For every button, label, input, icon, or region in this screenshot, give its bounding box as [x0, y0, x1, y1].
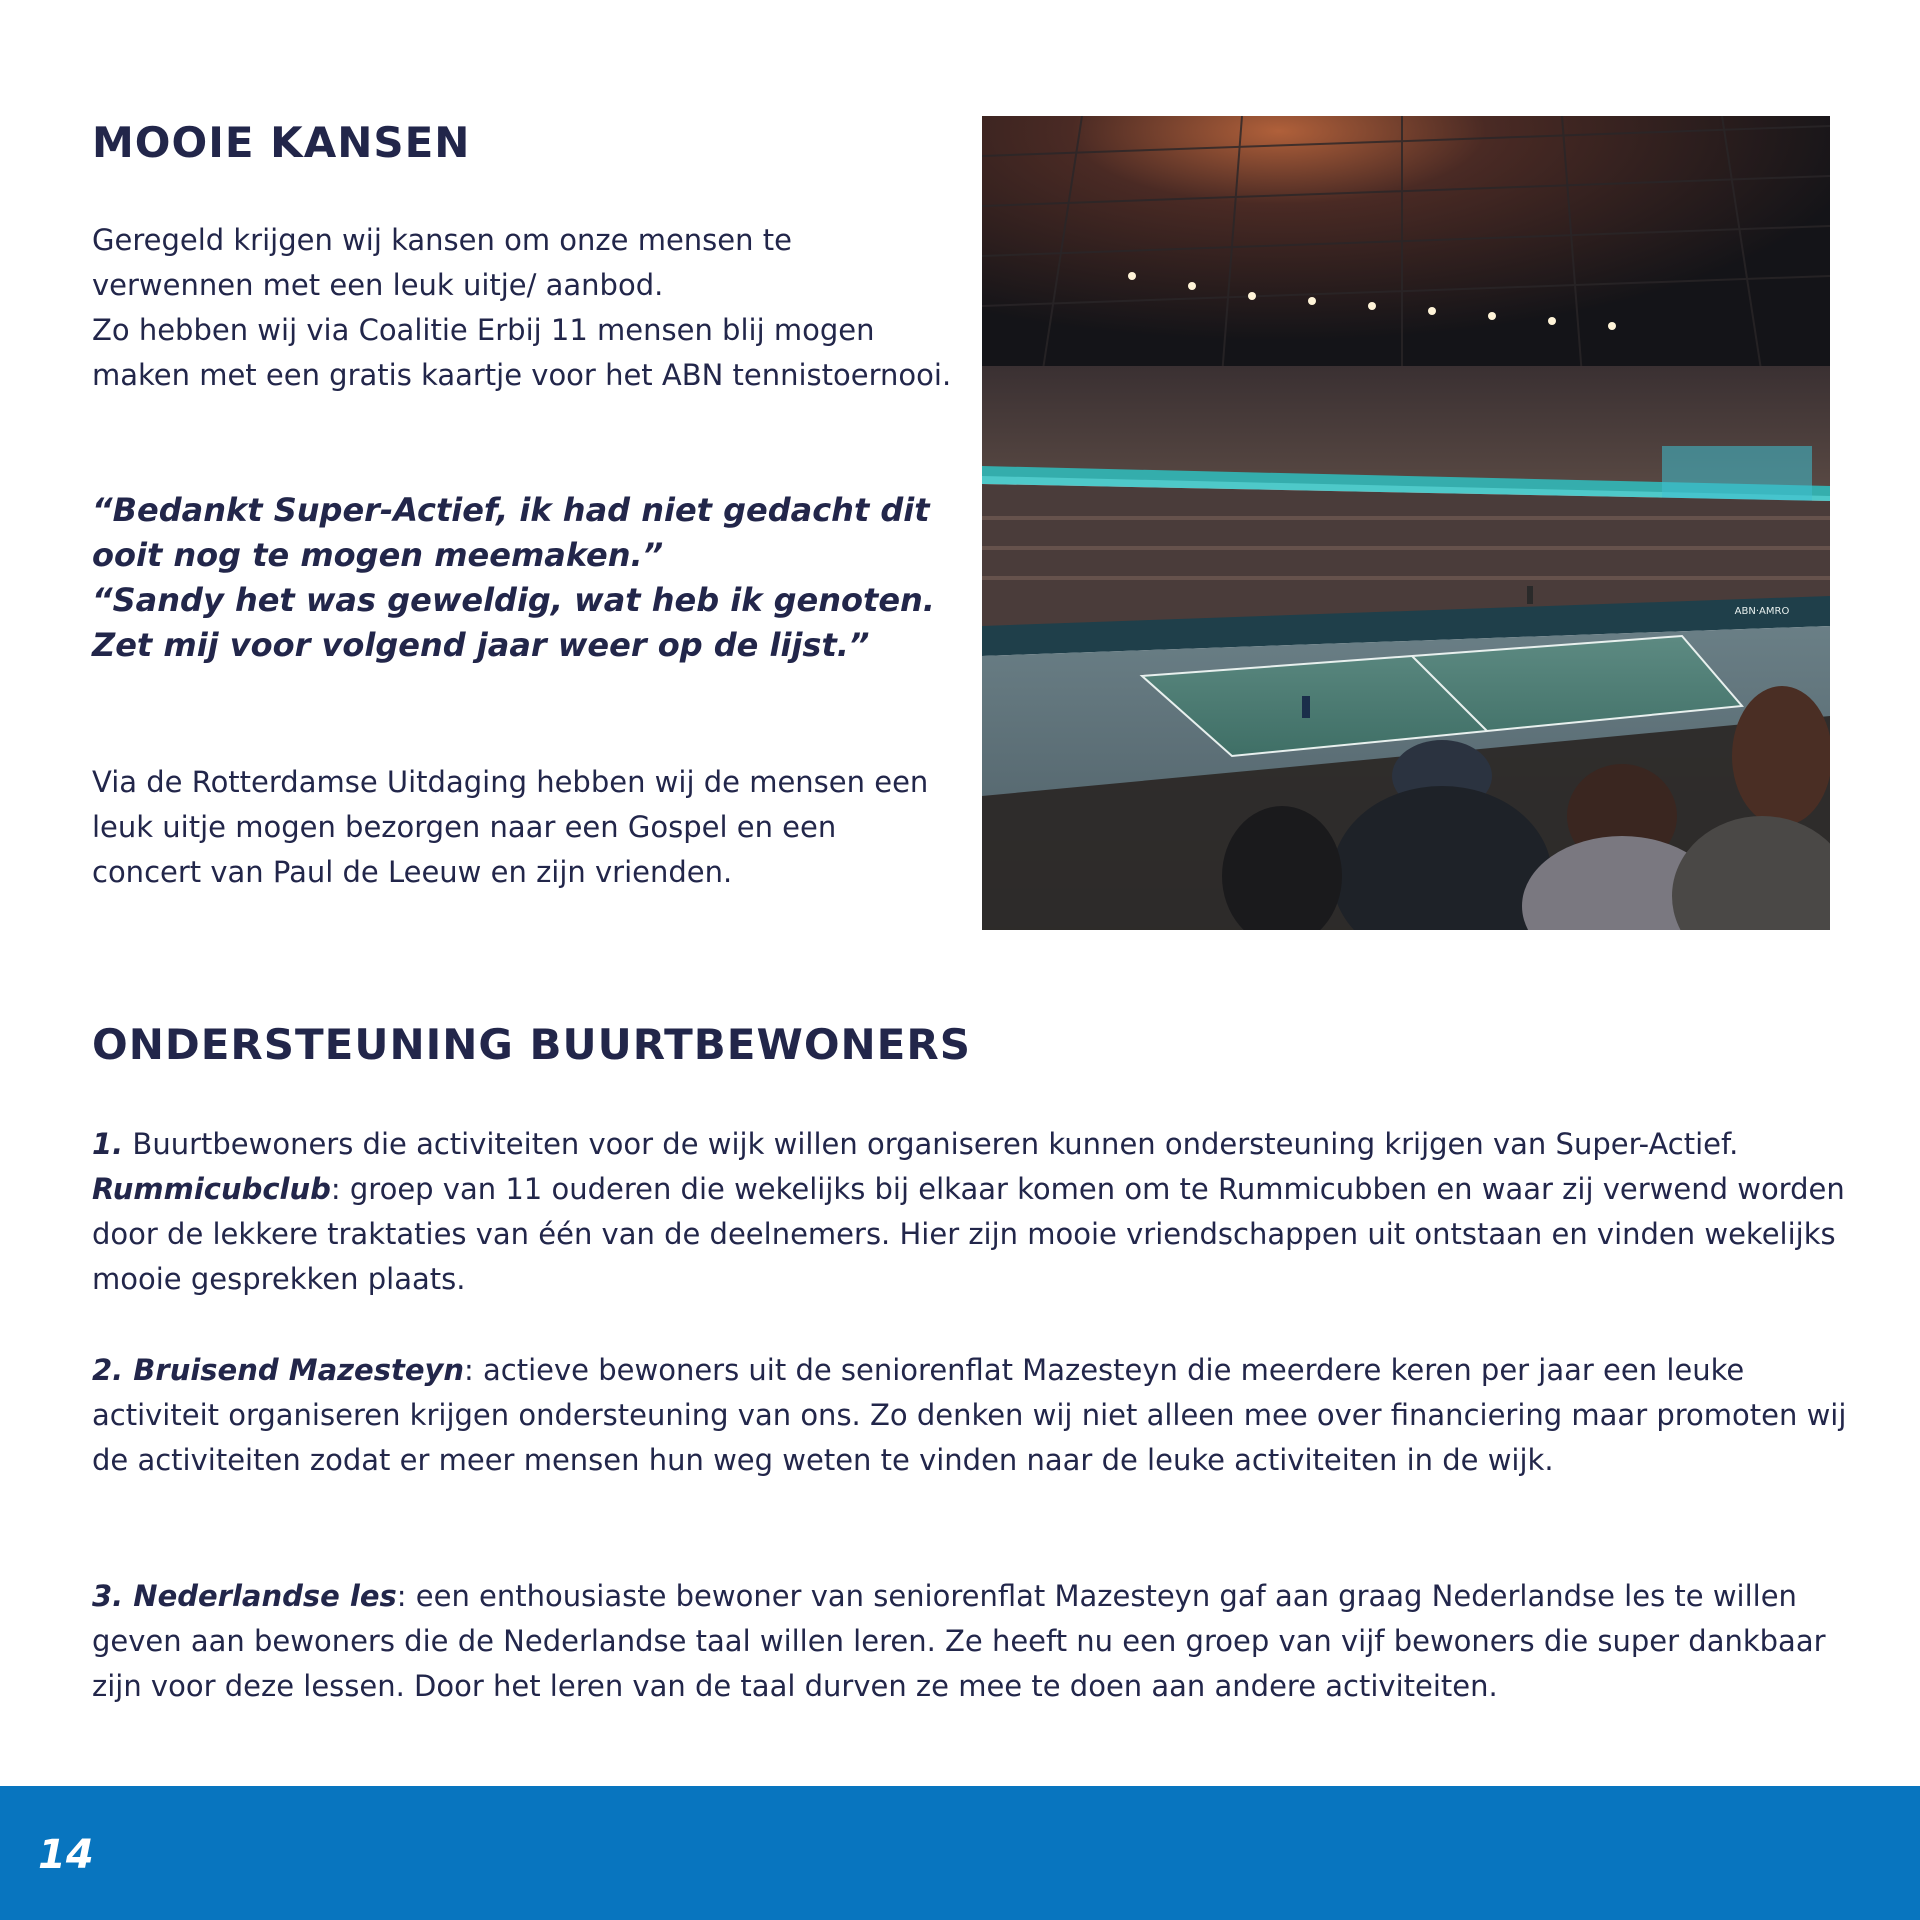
item-text: : groep van 11 ouderen die wekelijks bij elkaar komen om te Rummicubben en waar zij verwend worden door de lekkere traktaties van één van de deelnemers. Hier zijn mooie vriendschappen uit ontstaan en vinden wekelijks mooie gesprekken plaats. [92, 1172, 1845, 1296]
list-item-nederlandse-les [92, 1574, 1852, 1709]
item-name: Bruisend Mazesteyn [133, 1353, 465, 1387]
rotterdam-text: Via de Rotterdamse Uitdaging hebben wij de mensen een leuk uitje mogen bezorgen naar een Gospel en een concert van Paul de Leeuw en zijn vrienden. [92, 765, 929, 889]
tennis-arena-photo [982, 116, 1830, 930]
intro-line-2: Zo hebben wij via Coalitie Erbij 11 mensen blij mogen maken met een gratis kaartje voor het ABN tennistoernooi. [92, 313, 952, 392]
item-number: 3. [92, 1579, 134, 1613]
quote-2: “Sandy het was geweldig, wat heb ik genoten. Zet mij voor volgend jaar weer op de lijst.” [92, 581, 935, 664]
item-name: Rummicubclub [92, 1172, 331, 1206]
intro-paragraph [92, 218, 952, 398]
list-item-bruisend-mazesteyn [92, 1348, 1852, 1483]
section-title-ondersteuning: ONDERSTEUNING BUURTBEWONERS [92, 1020, 971, 1069]
photo-banner-text: ABN·AMRO [1734, 606, 1790, 617]
intro-line-1: Geregeld krijgen wij kansen om onze mensen te verwennen met een leuk uitje/ aanbod. [92, 223, 792, 302]
quote-1: “Bedankt Super-Actief, ik had niet gedacht dit ooit nog te mogen meemaken.” [92, 491, 930, 574]
testimonial-quotes [92, 488, 952, 668]
section-title-mooie-kansen: MOOIE KANSEN [92, 118, 471, 167]
item-intro: Buurtbewoners die activiteiten voor de wijk willen organiseren kunnen ondersteuning krijgen van Super-Actief. [123, 1127, 1739, 1161]
item-name: Nederlandse les [133, 1579, 397, 1613]
item-text: : actieve bewoners uit de seniorenflat Mazesteyn die meerdere keren per jaar een leuke activiteit organiseren krijgen ondersteuning van ons. Zo denken wij niet alleen mee over financiering maar promoten wij de activiteiten zodat er meer mensen hun weg weten te vinden naar de leuke activiteiten in de wijk. [92, 1353, 1847, 1477]
item-number: 1. [92, 1127, 124, 1161]
list-item-rummicubclub [92, 1122, 1852, 1302]
item-number: 2. [92, 1353, 134, 1387]
rotterdam-paragraph [92, 760, 952, 895]
item-text: : een enthousiaste bewoner van seniorenflat Mazesteyn gaf aan graag Nederlandse les te willen geven aan bewoners die de Nederlandse taal willen leren. Ze heeft nu een groep van vijf bewoners die super dankbaar zijn voor deze lessen. Door het leren van de taal durven ze mee te doen aan andere activiteiten. [92, 1579, 1826, 1703]
page-number: 14 [38, 1832, 94, 1878]
footer-bar [0, 1786, 1920, 1920]
